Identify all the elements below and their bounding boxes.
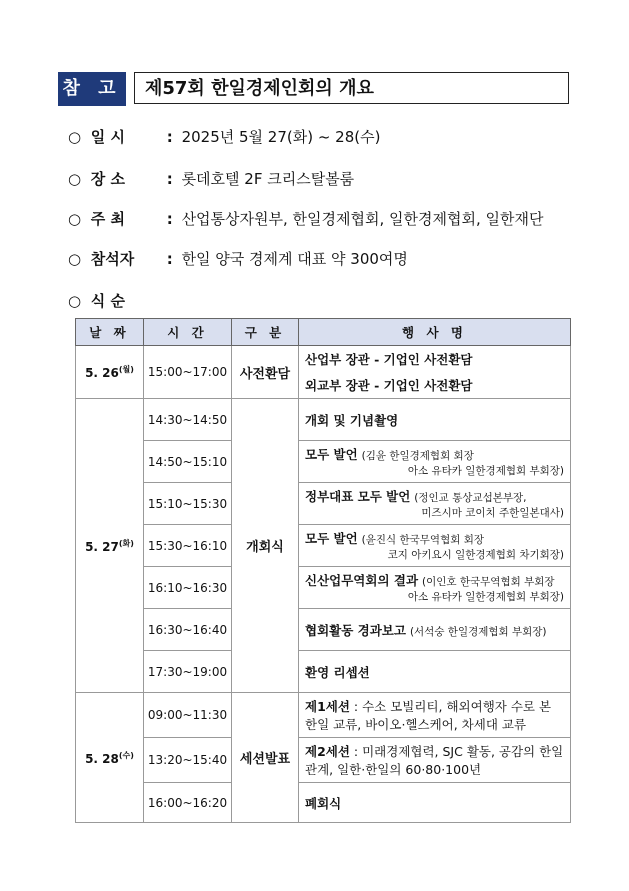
time-cell: 16:00~16:20 (144, 783, 232, 823)
time-cell: 16:10~16:30 (144, 567, 232, 609)
header (58, 72, 571, 106)
table-row (76, 651, 571, 693)
info-host: ○ 주 최 : 산업통상자원부, 한일경제협회, 일한경제협회, 일한재단 (68, 210, 544, 228)
table-row (76, 399, 571, 441)
document-title: 제57회 한일경제인회의 개요 (134, 72, 569, 104)
info-value: 롯데호텔 2F 크리스탈볼룸 (181, 170, 355, 188)
time-cell: 14:30~14:50 (144, 399, 232, 441)
bullet-icon: ○ (68, 170, 82, 188)
info-date: ○ 일 시 : 2025년 5월 27(화) ~ 28(수) (68, 128, 381, 146)
time-cell: 14:50~15:10 (144, 441, 232, 483)
bullet-icon: ○ (68, 292, 82, 310)
info-attendees: ○ 참석자 : 한일 양국 경제계 대표 약 300여명 (68, 250, 408, 268)
kind-cell: 세션발표 (232, 693, 299, 823)
event-cell: 환영 리셉션 (299, 651, 571, 693)
time-cell: 13:20~15:40 (144, 738, 232, 783)
column-header: 행 사 명 (299, 319, 571, 346)
event-cell: 제1세션 : 수소 모빌리티, 해외여행자 수로 본 한일 교류, 바이오·헬스케어, 차세대 교류 (299, 693, 571, 738)
event-cell: 개회 및 기념촬영 (299, 399, 571, 441)
event-cell: 정부대표 모두 발언 (정인교 통상교섭본부장, 미즈시마 코이치 주한일본대사) (299, 483, 571, 525)
reference-badge: 참 고 (58, 72, 126, 106)
event-cell: 협회활동 경과보고 (서석숭 한일경제협회 부회장) (299, 609, 571, 651)
time-cell: 15:10~15:30 (144, 483, 232, 525)
info-value: 한일 양국 경제계 대표 약 300여명 (181, 250, 408, 268)
date-cell: 5. $26^{(월)}$ (76, 346, 144, 399)
kind-cell: 사전환담 (232, 346, 299, 399)
time-cell: 09:00~11:30 (144, 693, 232, 738)
info-value: 산업통상자원부, 한일경제협회, 일한경제협회, 일한재단 (181, 210, 544, 228)
column-header: 구 분 (232, 319, 299, 346)
program-table (75, 318, 571, 823)
table-header-row (76, 319, 571, 346)
info-venue: ○ 장 소 : 롯데호텔 2F 크리스탈볼룸 (68, 170, 355, 188)
event-cell: 산업부 장관 - 기업인 사전환담 외교부 장관 - 기업인 사전환담 (299, 346, 571, 399)
info-label: 일 시 (90, 128, 125, 146)
table-row (76, 441, 571, 483)
bullet-icon: ○ (68, 210, 82, 228)
info-label: 식 순 (90, 292, 125, 310)
table-row (76, 609, 571, 651)
table-row (76, 783, 571, 823)
table-row (76, 483, 571, 525)
info-label: 장 소 (90, 170, 125, 188)
event-cell: 모두 발언 (김윤 한일경제협회 회장 아소 유타카 일한경제협회 부회장) (299, 441, 571, 483)
kind-cell: 개회식 (232, 399, 299, 693)
time-cell: 15:30~16:10 (144, 525, 232, 567)
bullet-icon: ○ (68, 128, 82, 146)
time-cell: 17:30~19:00 (144, 651, 232, 693)
table-row (76, 346, 571, 399)
column-header: 시 간 (144, 319, 232, 346)
bullet-icon: ○ (68, 250, 82, 268)
table-row (76, 525, 571, 567)
event-cell: 제2세션 : 미래경제협력, SJC 활동, 공감의 한일관계, 일한·한일의 60·80·100년 (299, 738, 571, 783)
time-cell: 16:30~16:40 (144, 609, 232, 651)
event-cell: 폐회식 (299, 783, 571, 823)
table-row (76, 738, 571, 783)
info-program (68, 290, 163, 311)
event-cell: 신산업무역회의 결과 (이인호 한국무역협회 부회장 아소 유타카 일한경제협회 부회장) (299, 567, 571, 609)
table-row (76, 693, 571, 738)
table-row (76, 567, 571, 609)
time-cell: 15:00~17:00 (144, 346, 232, 399)
date-cell: 5. $27^{(화)}$ (76, 399, 144, 693)
event-cell: 모두 발언 (윤진식 한국무역협회 회장 코지 아키요시 일한경제협회 차기회장) (299, 525, 571, 567)
info-value: 2025년 5월 27(화) ~ 28(수) (181, 128, 381, 146)
column-header: 날 짜 (76, 319, 144, 346)
info-label: 주 최 (90, 210, 125, 228)
info-label: 참석자 (90, 250, 135, 268)
date-cell: 5. $28^{(수)}$ (76, 693, 144, 823)
